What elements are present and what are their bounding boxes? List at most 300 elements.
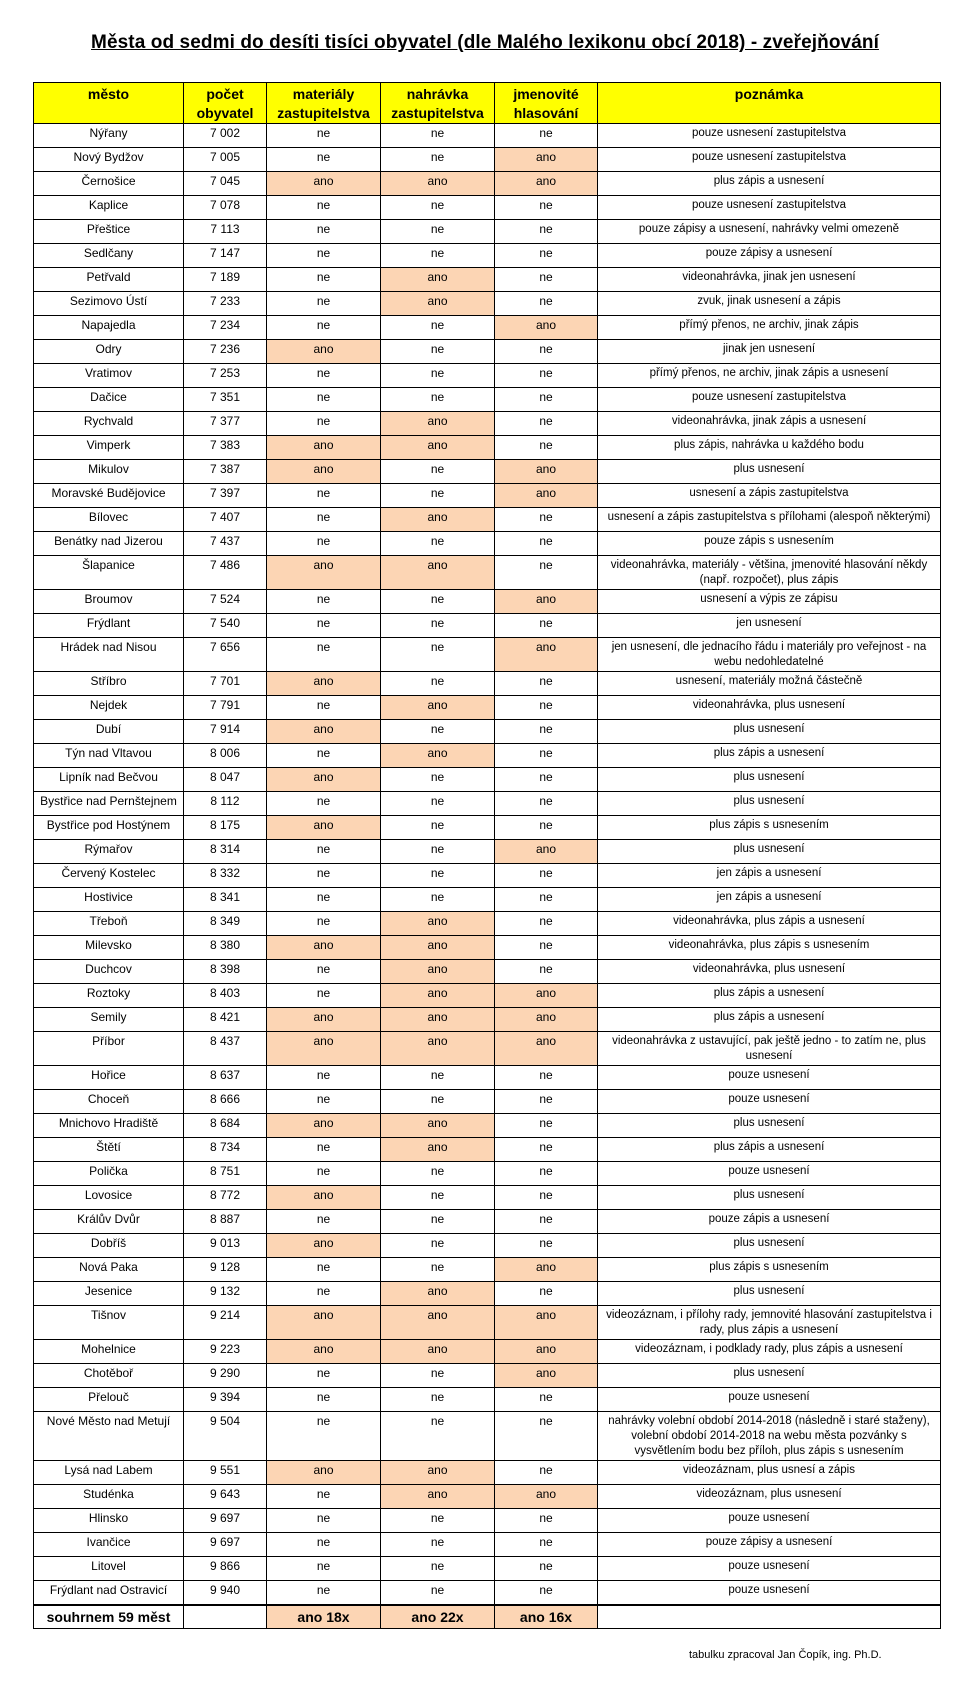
recording-cell: ne — [381, 638, 495, 672]
recording-cell: ne — [381, 888, 495, 912]
table-row — [34, 1032, 941, 1066]
population-cell: 7 791 — [184, 696, 267, 720]
materials-cell: ano — [267, 1008, 381, 1032]
population-cell: 8 437 — [184, 1032, 267, 1066]
materials-cell: ano — [267, 460, 381, 484]
city-cell: Frýdlant — [34, 614, 184, 638]
note-cell: videonahrávka z ustavující, pak ještě jedno - to zatím ne, plus usnesení — [598, 1032, 941, 1066]
note-cell: pouze zápisy a usnesení — [598, 1533, 941, 1557]
materials-cell: ne — [267, 1509, 381, 1533]
population-cell: 7 437 — [184, 532, 267, 556]
roll-call-cell: ne — [495, 1186, 598, 1210]
population-cell: 9 697 — [184, 1533, 267, 1557]
roll-call-cell: ne — [495, 412, 598, 436]
population-cell: 7 002 — [184, 124, 267, 148]
roll-call-cell: ano — [495, 590, 598, 614]
recording-cell: ano — [381, 292, 495, 316]
table-row — [34, 984, 941, 1008]
recording-cell: ano — [381, 1485, 495, 1509]
roll-call-cell: ne — [495, 720, 598, 744]
population-cell: 8 666 — [184, 1090, 267, 1114]
materials-cell: ano — [267, 1234, 381, 1258]
recording-cell: ne — [381, 1412, 495, 1461]
materials-cell: ne — [267, 1388, 381, 1412]
city-cell: Týn nad Vltavou — [34, 744, 184, 768]
population-cell: 7 540 — [184, 614, 267, 638]
city-cell: Stříbro — [34, 672, 184, 696]
recording-cell: ne — [381, 1258, 495, 1282]
population-cell: 7 377 — [184, 412, 267, 436]
note-cell: pouze zápis a usnesení — [598, 1210, 941, 1234]
materials-cell: ano — [267, 1114, 381, 1138]
note-cell: jen zápis a usnesení — [598, 864, 941, 888]
city-cell: Jesenice — [34, 1282, 184, 1306]
credit-text: tabulku zpracoval Jan Čopík, ing. Ph.D. — [689, 1649, 882, 1661]
note-cell: videozáznam, plus usnesení — [598, 1485, 941, 1509]
city-cell: Mikulov — [34, 460, 184, 484]
recording-cell: ne — [381, 614, 495, 638]
materials-cell: ne — [267, 1090, 381, 1114]
population-cell: 7 407 — [184, 508, 267, 532]
materials-cell: ne — [267, 840, 381, 864]
recording-cell: ne — [381, 1581, 495, 1605]
city-cell: Lipník nad Bečvou — [34, 768, 184, 792]
roll-call-cell: ano — [495, 1032, 598, 1066]
city-cell: Lysá nad Labem — [34, 1461, 184, 1485]
roll-call-cell: ne — [495, 1412, 598, 1461]
population-cell: 7 383 — [184, 436, 267, 460]
materials-cell: ne — [267, 888, 381, 912]
table-row — [34, 696, 941, 720]
roll-call-cell: ano — [495, 1008, 598, 1032]
materials-cell: ne — [267, 1533, 381, 1557]
roll-call-cell: ne — [495, 268, 598, 292]
recording-cell: ne — [381, 1066, 495, 1090]
note-cell: přímý přenos, ne archiv, jinak zápis — [598, 316, 941, 340]
header-roll-call: jmenovité hlasování — [495, 83, 598, 124]
recording-cell: ano — [381, 436, 495, 460]
table-row — [34, 638, 941, 672]
note-cell: jinak jen usnesení — [598, 340, 941, 364]
summary-label: souhrnem 59 měst — [34, 1606, 184, 1629]
recording-cell: ano — [381, 268, 495, 292]
city-cell: Duchcov — [34, 960, 184, 984]
city-cell: Dobříš — [34, 1234, 184, 1258]
roll-call-cell: ne — [495, 388, 598, 412]
table-row — [34, 1282, 941, 1306]
city-cell: Hořice — [34, 1066, 184, 1090]
note-cell: plus usnesení — [598, 1186, 941, 1210]
city-cell: Tišnov — [34, 1306, 184, 1340]
population-cell: 8 341 — [184, 888, 267, 912]
roll-call-cell: ne — [495, 816, 598, 840]
population-cell: 7 486 — [184, 556, 267, 590]
recording-cell: ne — [381, 532, 495, 556]
materials-cell: ne — [267, 614, 381, 638]
note-cell: videonahrávka, plus zápis a usnesení — [598, 912, 941, 936]
table-row — [34, 292, 941, 316]
materials-cell: ano — [267, 936, 381, 960]
population-cell: 8 751 — [184, 1162, 267, 1186]
materials-cell: ne — [267, 792, 381, 816]
materials-cell: ne — [267, 196, 381, 220]
recording-cell: ne — [381, 220, 495, 244]
recording-cell: ano — [381, 412, 495, 436]
table-row — [34, 888, 941, 912]
materials-cell: ne — [267, 124, 381, 148]
roll-call-cell: ano — [495, 1485, 598, 1509]
recording-cell: ano — [381, 1461, 495, 1485]
recording-cell: ne — [381, 864, 495, 888]
city-cell: Semily — [34, 1008, 184, 1032]
table-row — [34, 1485, 941, 1509]
roll-call-cell: ne — [495, 124, 598, 148]
population-cell: 8 734 — [184, 1138, 267, 1162]
materials-cell: ne — [267, 364, 381, 388]
table-row — [34, 532, 941, 556]
materials-cell: ano — [267, 720, 381, 744]
roll-call-cell: ne — [495, 1533, 598, 1557]
note-cell: plus zápis a usnesení — [598, 1008, 941, 1032]
population-cell: 8 314 — [184, 840, 267, 864]
city-cell: Přelouč — [34, 1388, 184, 1412]
materials-cell: ne — [267, 1581, 381, 1605]
recording-cell: ne — [381, 124, 495, 148]
table-row — [34, 1090, 941, 1114]
recording-cell: ano — [381, 984, 495, 1008]
population-cell: 7 005 — [184, 148, 267, 172]
note-cell: pouze usnesení — [598, 1557, 941, 1581]
population-cell: 9 223 — [184, 1340, 267, 1364]
city-cell: Šlapanice — [34, 556, 184, 590]
city-cell: Frýdlant nad Ostravicí — [34, 1581, 184, 1605]
note-cell: plus usnesení — [598, 1282, 941, 1306]
table-row — [34, 1210, 941, 1234]
roll-call-cell: ne — [495, 1234, 598, 1258]
roll-call-cell: ne — [495, 696, 598, 720]
note-cell: videonahrávka, plus usnesení — [598, 696, 941, 720]
materials-cell: ano — [267, 816, 381, 840]
population-cell: 8 006 — [184, 744, 267, 768]
population-cell: 8 398 — [184, 960, 267, 984]
table-row — [34, 340, 941, 364]
roll-call-cell: ne — [495, 768, 598, 792]
recording-cell: ne — [381, 1162, 495, 1186]
note-cell: plus usnesení — [598, 720, 941, 744]
table-row — [34, 1114, 941, 1138]
recording-cell: ne — [381, 1210, 495, 1234]
roll-call-cell: ne — [495, 532, 598, 556]
table-row — [34, 672, 941, 696]
table-row — [34, 556, 941, 590]
city-cell: Přeštice — [34, 220, 184, 244]
table-row — [34, 744, 941, 768]
note-cell: plus usnesení — [598, 1114, 941, 1138]
recording-cell: ne — [381, 1090, 495, 1114]
materials-cell: ne — [267, 1412, 381, 1461]
recording-cell: ne — [381, 840, 495, 864]
table-row — [34, 1461, 941, 1485]
recording-cell: ano — [381, 172, 495, 196]
population-cell: 9 394 — [184, 1388, 267, 1412]
population-cell: 8 047 — [184, 768, 267, 792]
city-cell: Vratimov — [34, 364, 184, 388]
note-cell: pouze zápisy a usnesení, nahrávky velmi omezeně — [598, 220, 941, 244]
roll-call-cell: ne — [495, 1388, 598, 1412]
recording-cell: ne — [381, 460, 495, 484]
materials-cell: ano — [267, 768, 381, 792]
note-cell: jen zápis a usnesení — [598, 888, 941, 912]
roll-call-cell: ne — [495, 1066, 598, 1090]
materials-cell: ne — [267, 148, 381, 172]
table-row — [34, 172, 941, 196]
table-row — [34, 590, 941, 614]
city-cell: Červený Kostelec — [34, 864, 184, 888]
population-cell: 8 887 — [184, 1210, 267, 1234]
summary-row — [34, 1606, 941, 1629]
recording-cell: ano — [381, 1114, 495, 1138]
roll-call-cell: ne — [495, 614, 598, 638]
roll-call-cell: ne — [495, 1138, 598, 1162]
population-cell: 8 403 — [184, 984, 267, 1008]
population-cell: 7 147 — [184, 244, 267, 268]
city-cell: Nový Bydžov — [34, 148, 184, 172]
note-cell: videonahrávka, materiály - většina, jmenovité hlasování někdy (např. rozpočet), plus zápis — [598, 556, 941, 590]
note-cell: videozáznam, plus usnesí a zápis — [598, 1461, 941, 1485]
population-cell: 7 253 — [184, 364, 267, 388]
roll-call-cell: ne — [495, 1162, 598, 1186]
population-cell: 7 351 — [184, 388, 267, 412]
summary-note — [598, 1606, 941, 1629]
table-row — [34, 1388, 941, 1412]
note-cell: plus usnesení — [598, 840, 941, 864]
city-cell: Lovosice — [34, 1186, 184, 1210]
note-cell: plus zápis a usnesení — [598, 744, 941, 768]
population-cell: 7 189 — [184, 268, 267, 292]
city-cell: Broumov — [34, 590, 184, 614]
population-cell: 7 524 — [184, 590, 267, 614]
recording-cell: ne — [381, 196, 495, 220]
table-row — [34, 508, 941, 532]
recording-cell: ano — [381, 1306, 495, 1340]
note-cell: plus zápis s usnesením — [598, 816, 941, 840]
table-row — [34, 912, 941, 936]
city-cell: Dačice — [34, 388, 184, 412]
materials-cell: ne — [267, 590, 381, 614]
materials-cell: ne — [267, 960, 381, 984]
city-cell: Mohelnice — [34, 1340, 184, 1364]
materials-cell: ne — [267, 1066, 381, 1090]
city-cell: Nýřany — [34, 124, 184, 148]
materials-cell: ne — [267, 1210, 381, 1234]
population-cell: 9 551 — [184, 1461, 267, 1485]
population-cell: 7 078 — [184, 196, 267, 220]
city-cell: Hrádek nad Nisou — [34, 638, 184, 672]
table-row — [34, 268, 941, 292]
roll-call-cell: ne — [495, 220, 598, 244]
city-cell: Třeboň — [34, 912, 184, 936]
city-cell: Rychvald — [34, 412, 184, 436]
table-row — [34, 412, 941, 436]
materials-cell: ano — [267, 340, 381, 364]
city-cell: Bystřice nad Pernštejnem — [34, 792, 184, 816]
roll-call-cell: ne — [495, 1461, 598, 1485]
recording-cell: ne — [381, 1533, 495, 1557]
table-header-row — [34, 83, 941, 124]
recording-cell: ne — [381, 590, 495, 614]
table-row — [34, 960, 941, 984]
materials-cell: ano — [267, 436, 381, 460]
roll-call-cell: ano — [495, 638, 598, 672]
roll-call-cell: ne — [495, 364, 598, 388]
materials-cell: ano — [267, 1461, 381, 1485]
roll-call-cell: ne — [495, 792, 598, 816]
note-cell: plus usnesení — [598, 460, 941, 484]
recording-cell: ne — [381, 316, 495, 340]
city-cell: Ivančice — [34, 1533, 184, 1557]
population-cell: 9 697 — [184, 1509, 267, 1533]
note-cell: usnesení a výpis ze zápisu — [598, 590, 941, 614]
roll-call-cell: ne — [495, 1114, 598, 1138]
population-cell: 8 421 — [184, 1008, 267, 1032]
page-title: Města od sedmi do desíti tisíci obyvatel (dle Malého lexikonu obcí 2018) - zveřejňování — [91, 32, 879, 53]
roll-call-cell: ne — [495, 912, 598, 936]
table-row — [34, 1066, 941, 1090]
roll-call-cell: ano — [495, 460, 598, 484]
materials-cell: ne — [267, 268, 381, 292]
summary-population — [184, 1606, 267, 1629]
city-cell: Černošice — [34, 172, 184, 196]
materials-cell: ne — [267, 316, 381, 340]
note-cell: pouze usnesení zastupitelstva — [598, 388, 941, 412]
city-cell: Litovel — [34, 1557, 184, 1581]
population-cell: 8 112 — [184, 792, 267, 816]
materials-cell: ne — [267, 912, 381, 936]
table-row — [34, 124, 941, 148]
city-cell: Hostivice — [34, 888, 184, 912]
city-cell: Nová Paka — [34, 1258, 184, 1282]
materials-cell: ne — [267, 532, 381, 556]
table-row — [34, 614, 941, 638]
table-row — [34, 316, 941, 340]
population-cell: 7 914 — [184, 720, 267, 744]
table-row — [34, 840, 941, 864]
recording-cell: ano — [381, 696, 495, 720]
population-cell: 9 643 — [184, 1485, 267, 1509]
note-cell: pouze usnesení zastupitelstva — [598, 124, 941, 148]
roll-call-cell: ano — [495, 1258, 598, 1282]
table-row — [34, 816, 941, 840]
note-cell: pouze usnesení — [598, 1509, 941, 1533]
note-cell: plus usnesení — [598, 768, 941, 792]
roll-call-cell: ano — [495, 840, 598, 864]
header-city: město — [34, 83, 184, 124]
city-cell: Napajedla — [34, 316, 184, 340]
table-row — [34, 364, 941, 388]
population-cell: 7 387 — [184, 460, 267, 484]
materials-cell: ne — [267, 292, 381, 316]
note-cell: pouze usnesení — [598, 1090, 941, 1114]
materials-cell: ano — [267, 1032, 381, 1066]
roll-call-cell: ano — [495, 1306, 598, 1340]
city-cell: Dubí — [34, 720, 184, 744]
header-population: počet obyvatel — [184, 83, 267, 124]
population-cell: 7 701 — [184, 672, 267, 696]
roll-call-cell: ano — [495, 316, 598, 340]
table-row — [34, 436, 941, 460]
city-cell: Studénka — [34, 1485, 184, 1509]
city-cell: Bílovec — [34, 508, 184, 532]
roll-call-cell: ne — [495, 888, 598, 912]
note-cell: jen usnesení — [598, 614, 941, 638]
city-cell: Nové Město nad Metují — [34, 1412, 184, 1461]
recording-cell: ne — [381, 148, 495, 172]
materials-cell: ano — [267, 172, 381, 196]
table-row — [34, 1364, 941, 1388]
summary-recording: ano 22x — [381, 1606, 495, 1629]
note-cell: videonahrávka, plus zápis s usnesením — [598, 936, 941, 960]
recording-cell: ne — [381, 484, 495, 508]
roll-call-cell: ne — [495, 1090, 598, 1114]
population-cell: 9 128 — [184, 1258, 267, 1282]
population-cell: 9 940 — [184, 1581, 267, 1605]
population-cell: 9 214 — [184, 1306, 267, 1340]
note-cell: plus zápis s usnesením — [598, 1258, 941, 1282]
note-cell: usnesení a zápis zastupitelstva s přílohami (alespoň některými) — [598, 508, 941, 532]
city-cell: Hlinsko — [34, 1509, 184, 1533]
note-cell: pouze usnesení — [598, 1581, 941, 1605]
city-cell: Bystřice pod Hostýnem — [34, 816, 184, 840]
city-cell: Roztoky — [34, 984, 184, 1008]
materials-cell: ne — [267, 1258, 381, 1282]
materials-cell: ano — [267, 1306, 381, 1340]
population-cell: 8 380 — [184, 936, 267, 960]
recording-cell: ano — [381, 556, 495, 590]
note-cell: videozáznam, i podklady rady, plus zápis a usnesení — [598, 1340, 941, 1364]
roll-call-cell: ne — [495, 1282, 598, 1306]
roll-call-cell: ne — [495, 292, 598, 316]
recording-cell: ano — [381, 1032, 495, 1066]
table-row — [34, 1557, 941, 1581]
city-cell: Mnichovo Hradiště — [34, 1114, 184, 1138]
roll-call-cell: ne — [495, 744, 598, 768]
materials-cell: ano — [267, 672, 381, 696]
population-cell: 8 175 — [184, 816, 267, 840]
table-row — [34, 244, 941, 268]
note-cell: plus usnesení — [598, 1364, 941, 1388]
roll-call-cell: ano — [495, 1364, 598, 1388]
note-cell: videonahrávka, plus usnesení — [598, 960, 941, 984]
recording-cell: ano — [381, 912, 495, 936]
recording-cell: ne — [381, 720, 495, 744]
materials-cell: ne — [267, 696, 381, 720]
header-note: poznámka — [598, 83, 941, 124]
materials-cell: ne — [267, 412, 381, 436]
population-cell: 7 045 — [184, 172, 267, 196]
city-cell: Příbor — [34, 1032, 184, 1066]
table-row — [34, 936, 941, 960]
city-cell: Polička — [34, 1162, 184, 1186]
recording-cell: ne — [381, 340, 495, 364]
roll-call-cell: ne — [495, 244, 598, 268]
city-cell: Vimperk — [34, 436, 184, 460]
note-cell: plus usnesení — [598, 1234, 941, 1258]
recording-cell: ne — [381, 1364, 495, 1388]
materials-cell: ne — [267, 220, 381, 244]
note-cell: zvuk, jinak usnesení a zápis — [598, 292, 941, 316]
table-row — [34, 1306, 941, 1340]
table-row — [34, 720, 941, 744]
